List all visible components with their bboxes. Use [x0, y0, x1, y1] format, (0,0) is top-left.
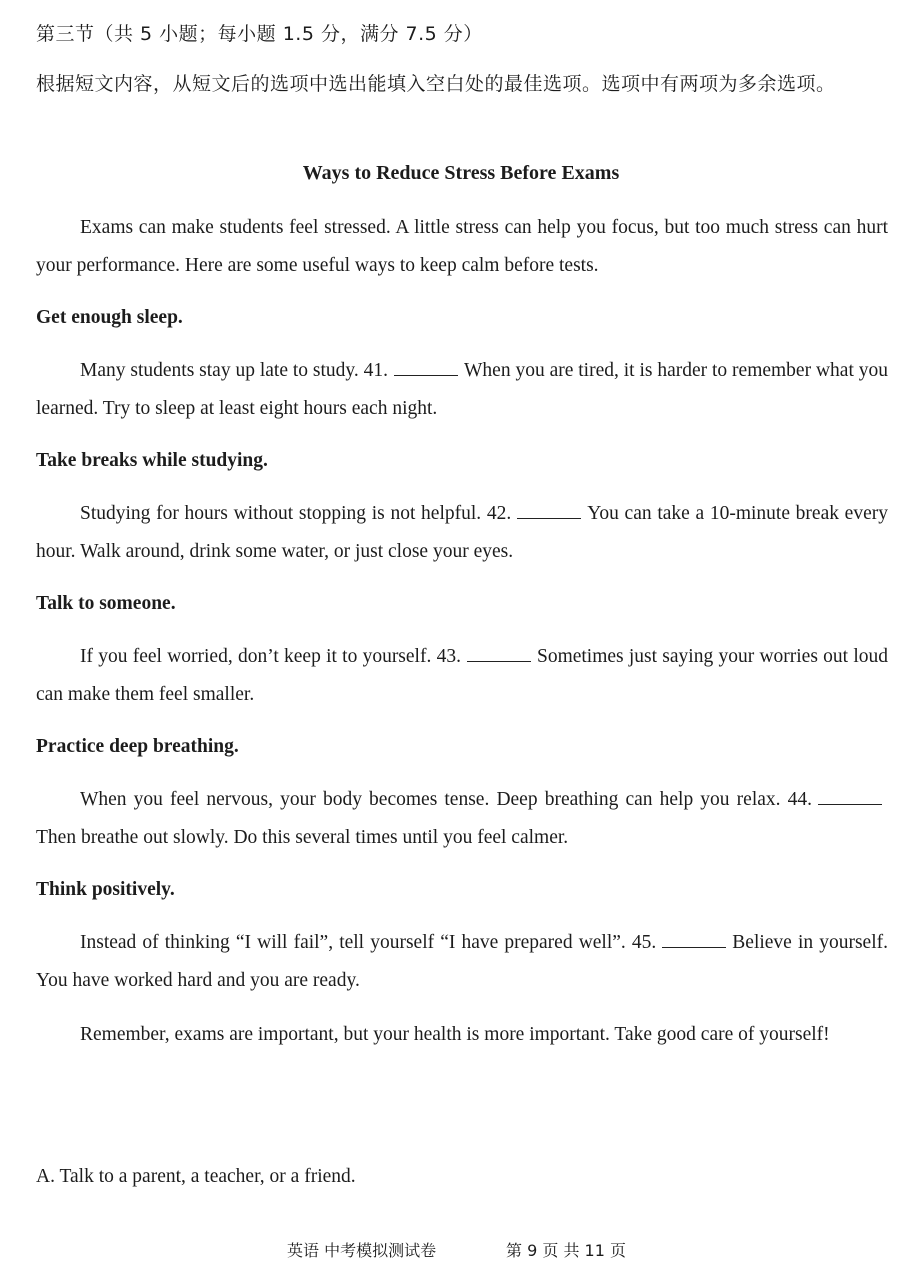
section-paragraph	[36, 495, 888, 571]
section-heading: Take breaks while studying.	[36, 450, 268, 471]
answer-blank-43[interactable]	[467, 660, 531, 662]
section-heading: Talk to someone.	[36, 593, 176, 614]
answer-blank-41[interactable]	[394, 374, 458, 376]
section-header: 第三节（共 5 小题；每小题 1.5 分，满分 7.5 分）	[36, 23, 483, 45]
text-before-blank: Instead of thinking “I will fail”, tell yourself “I have prepared well”. 45.	[80, 932, 657, 953]
section-paragraph	[36, 781, 888, 857]
answer-blank-42[interactable]	[517, 517, 581, 519]
footer-page-info: 第 9 页 共 11 页	[506, 1241, 626, 1260]
answer-blank-44[interactable]	[818, 803, 882, 805]
text-after-blank: Sometimes just saying your worries out loud can make them feel smaller.	[36, 646, 889, 705]
text-before-blank: Many students stay up late to study. 41.	[80, 360, 389, 381]
section-paragraph	[36, 352, 888, 428]
text-before-blank: When you feel nervous, your body becomes tense. Deep breathing can help you relax. 44.	[80, 789, 812, 810]
instructions: 根据短文内容，从短文后的选项中选出能填入空白处的最佳选项。选项中有两项为多余选项。	[36, 73, 836, 95]
option-a: A. Talk to a parent, a teacher, or a friend.	[36, 1166, 356, 1187]
section-heading: Get enough sleep.	[36, 307, 183, 328]
passage-title: Ways to Reduce Stress Before Exams	[302, 162, 620, 184]
text-after-blank: Believe in yourself. You have worked hard and you are ready.	[36, 932, 888, 991]
section-heading: Practice deep breathing.	[36, 736, 239, 757]
text-before-blank: If you feel worried, don’t keep it to yourself. 43.	[80, 646, 461, 667]
conclusion-paragraph: Remember, exams are important, but your health is more important. Take good care of yourself!	[80, 1024, 830, 1045]
section-paragraph	[36, 638, 888, 714]
section-heading: Think positively.	[36, 879, 175, 900]
answer-blank-45[interactable]	[662, 946, 726, 948]
text-before-blank: Studying for hours without stopping is not helpful. 42.	[80, 503, 512, 524]
text-after-blank: When you are tired, it is harder to remember what you learned. Try to sleep at least eight hours each night.	[36, 360, 888, 419]
footer-subject: 英语 中考模拟测试卷	[287, 1241, 437, 1260]
intro-paragraph: Exams can make students feel stressed. A little stress can help you focus, but too much stress can hurt your performance. Here are some useful ways to keep calm before tests.	[36, 217, 888, 276]
text-after-blank: Then breathe out slowly. Do this several times until you feel calmer.	[36, 827, 569, 848]
text-after-blank: You can take a 10-minute break every hour. Walk around, drink some water, or just close your eyes.	[36, 503, 888, 562]
section-paragraph	[36, 924, 888, 1000]
